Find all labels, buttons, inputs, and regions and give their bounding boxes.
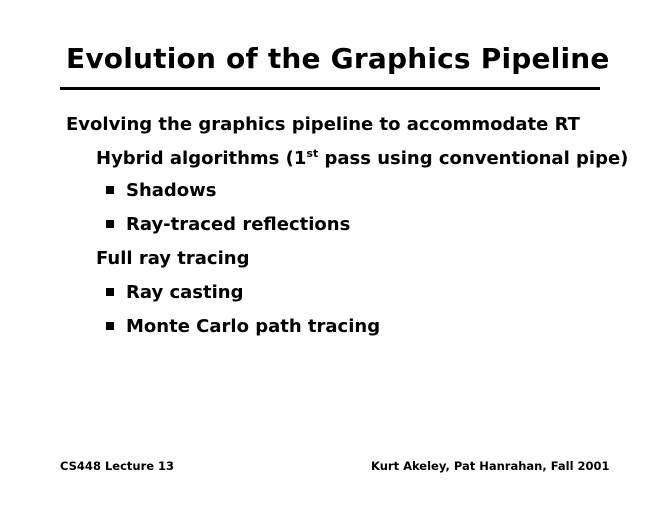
square-bullet-icon xyxy=(106,288,114,296)
square-bullet-icon xyxy=(106,220,114,228)
bullet-level1-rt-pipeline xyxy=(66,114,580,135)
bullet-level2-full-ray-tracing xyxy=(96,248,249,269)
bullet-level3-ray-casting xyxy=(126,282,243,303)
footer-authors-label: Kurt Akeley, Pat Hanrahan, Fall 2001 xyxy=(371,459,610,473)
bullet-text: Hybrid algorithms (1 xyxy=(96,148,307,169)
bullet-level2-hybrid-algorithms xyxy=(96,148,628,169)
bullet-text: Evolving the graphics pipeline to accommodate RT xyxy=(66,114,580,135)
bullet-text: Monte Carlo path tracing xyxy=(126,316,381,337)
title-rule xyxy=(60,87,600,90)
bullet-level3-monte-carlo xyxy=(126,316,380,337)
bullet-text: Full ray tracing xyxy=(96,248,250,269)
square-bullet-icon xyxy=(106,186,114,194)
bullet-level3-ray-traced-reflections xyxy=(126,214,350,235)
bullet-text: Ray casting xyxy=(126,282,244,303)
bullet-level3-shadows xyxy=(126,180,217,201)
slide-title: Evolution of the Graphics Pipeline xyxy=(66,42,610,75)
square-bullet-icon xyxy=(106,322,114,330)
bullet-text: Ray-traced reflections xyxy=(126,214,351,235)
footer-course-label: CS448 Lecture 13 xyxy=(60,459,175,473)
bullet-text: Shadows xyxy=(126,180,217,201)
superscript: st xyxy=(306,147,319,160)
bullet-text-continued: pass using conventional pipe) xyxy=(318,148,629,169)
